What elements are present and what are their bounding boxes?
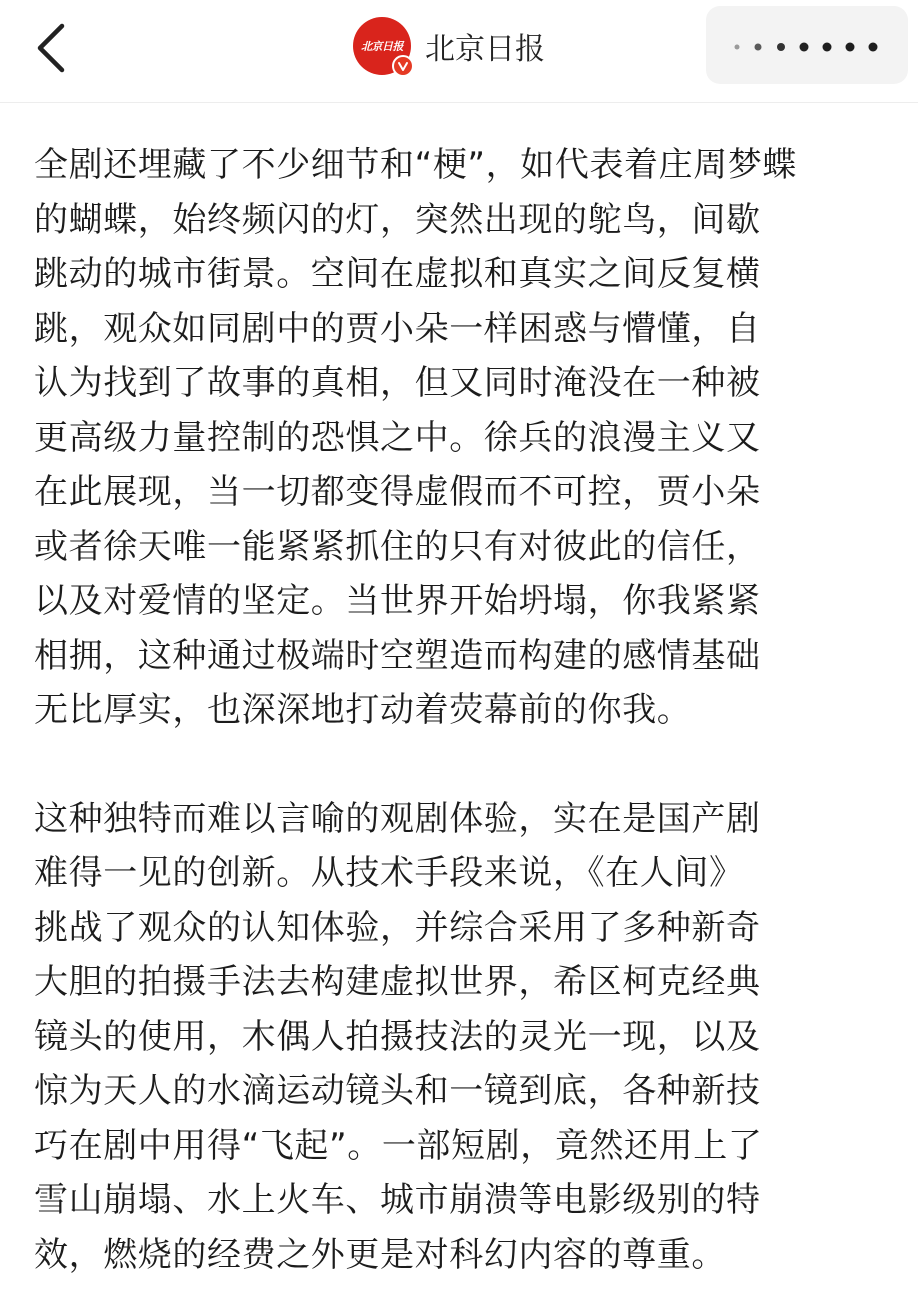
more-options-button[interactable] bbox=[706, 6, 908, 84]
back-button[interactable] bbox=[30, 20, 74, 76]
article-paragraph-1: 全剧还埋藏了不少细节和“梗”，如代表着庄周梦蝶 的蝴蝶，始终频闪的灯，突然出现的鸵鸟，间歇 跳动的城市街景。空间在虚拟和真实之间反复横 跳，观众如同剧中的贾小朵一样困惑与懵懂，自 认为找到了故事的真相，但又同时淹没在一种被 更高级力量控制的恐惧之中。徐兵的浪漫主义又 在此展现，当一切都变得虚假而不可控，贾小朵 或者徐天唯一能紧紧抓住的只有对彼此的信任， 以及对爱情的坚定。当世界开始坍塌，你我紧紧 相拥，这种通过极端时空塑造而构建的感情基础 无比厚实，也深深地打动着荧幕前的你我。 bbox=[34, 145, 798, 730]
account-name[interactable]: 北京日报 bbox=[425, 32, 545, 67]
article-body bbox=[34, 138, 894, 1282]
article-paragraph-2: 这种独特而难以言喻的观剧体验，实在是国产剧 难得一见的创新。从技术手段来说，《在人间》 挑战了观众的认知体验，并综合采用了多种新奇 大胆的拍摄手法去构建虚拟世界，希区柯克经典 镜头的使用，木偶人拍摄技法的灵光一现，以及 惊为天人的水滴运动镜头和一镜到底，各种新技 巧在剧中用得“飞起”。一部短剧，竟然还用上了 雪山崩塌、水上火车、城市崩溃等电影级别的特 效，燃烧的经费之外更是对科幻内容的尊重。 bbox=[34, 798, 763, 1275]
more-dots-icon bbox=[706, 6, 908, 84]
account-header[interactable] bbox=[353, 16, 545, 76]
account-avatar[interactable] bbox=[353, 17, 411, 75]
top-bar bbox=[0, 0, 918, 103]
verified-badge-icon bbox=[392, 55, 414, 77]
chevron-left-icon bbox=[30, 20, 74, 76]
logo-text: 北京日报 bbox=[361, 40, 403, 53]
